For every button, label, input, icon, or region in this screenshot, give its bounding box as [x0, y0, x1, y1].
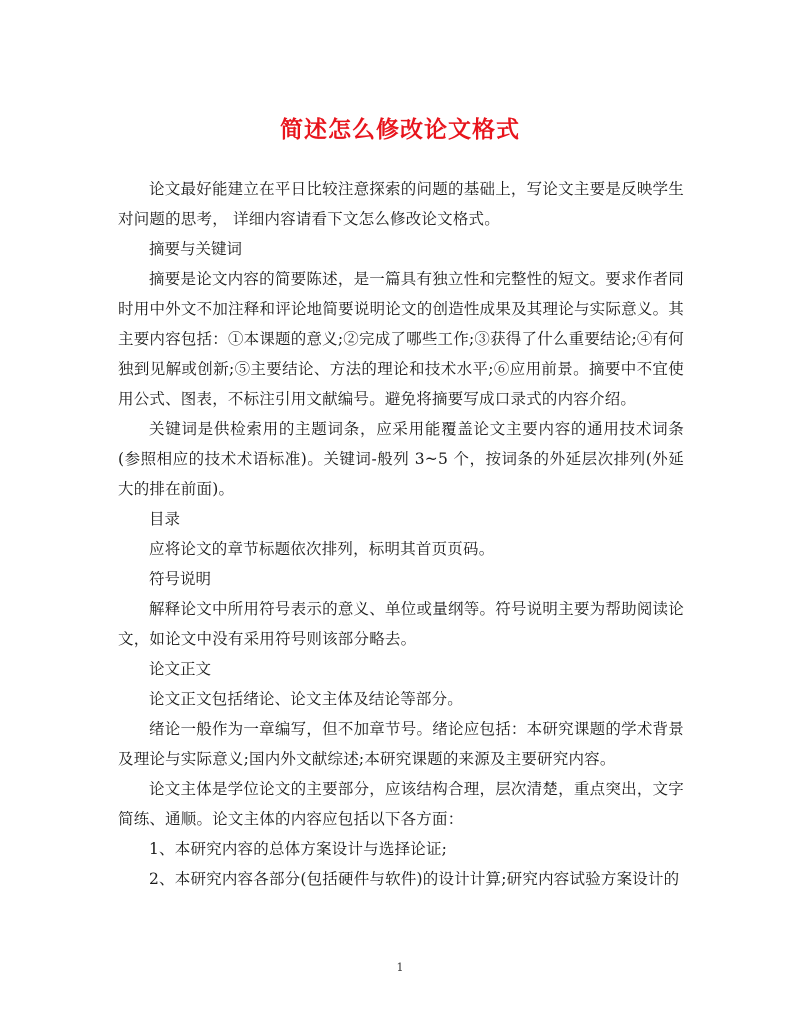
abstract-keywords-heading: 摘要与关键词: [149, 240, 243, 258]
toc-paragraph: 应将论文的章节标题依次排列，标明其首页页码。: [149, 540, 495, 558]
symbols-heading: 符号说明: [149, 570, 212, 588]
toc-heading: 目录: [149, 510, 181, 528]
list-item-1: 1、本研究内容的总体方案设计与选择论证;: [149, 840, 448, 858]
page-number: 1: [396, 961, 404, 974]
list-item-2: 2、本研究内容各部分(包括硬件与软件)的设计计算;研究内容试验方案设计的: [149, 870, 680, 888]
abstract-paragraph: 摘要是论文内容的简要陈述，是一篇具有独立性和完整性的短文。要求作者同时用中外文不加注释和评论地简要说明论文的创造性成果及其理论与实际意义。其主要内容包括：①本课题的意义;②完成了哪些工作;③获得了什么重要结论;④有何独到见解或创新;⑤主要结论、方法的理论和技术水平;⑥应用前景。摘要中不宜使用公式、图表，不标注引用文献编号。避免将摘要写成口录式的内容介绍。: [118, 270, 684, 408]
intro-paragraph: 论文最好能建立在平日比较注意探索的问题的基础上，写论文主要是反映学生对问题的思考， 详细内容请看下文怎么修改论文格式。: [118, 180, 684, 228]
main-text-heading: 论文正文: [149, 660, 212, 678]
symbols-paragraph: 解释论文中所用符号表示的意义、单位或量纲等。符号说明主要为帮助阅读论文，如论文中没有采用符号则该部分略去。: [118, 600, 684, 648]
introduction-section-paragraph: 绪论一般作为一章编写，但不加章节号。绪论应包括：本研究课题的学术背景及理论与实际意义;国内外文献综述;本研究课题的来源及主要研究内容。: [118, 720, 684, 768]
main-text-paragraph: 论文正文包括绪论、论文主体及结论等部分。: [149, 690, 464, 708]
keywords-paragraph: 关键词是供检索用的主题词条，应采用能覆盖论文主要内容的通用技术词条(参照相应的技术术语标准)。关键词-般列 3~5 个，按词条的外延层次排列(外延大的排在前面)。: [118, 420, 684, 498]
document-title: 简述怎么修改论文格式: [280, 116, 520, 143]
document-body: [118, 174, 684, 894]
thesis-body-paragraph: 论文主体是学位论文的主要部分，应该结构合理，层次清楚，重点突出，文字简练、通顺。论文主体的内容应包括以下各方面：: [118, 780, 684, 828]
